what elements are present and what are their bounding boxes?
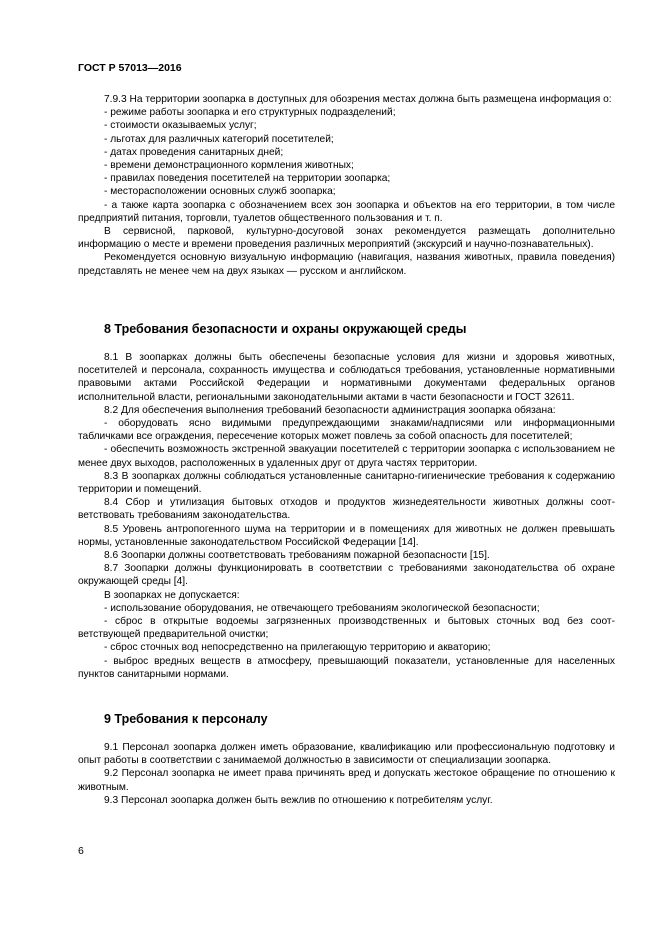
section-8-title: 8 Требования безопасности и охраны окружающей среды (104, 322, 467, 336)
section-9-title: 9 Требования к персоналу (104, 712, 268, 726)
paragraph: В зоопарках не допускается: (104, 589, 240, 601)
paragraph: 8.7 Зоопарки должны функционировать в соответствии с требованиями законодательства об охране окружающей среды [4]. (78, 563, 615, 588)
paragraph: В сервисной, парковой, культурно-досуговой зонах рекомендуется размещать дополнительно информацию о месте и времени проведения различных мероприятий (экскурсий и научно-познавательных). (78, 226, 615, 251)
list-item: - стоимости оказываемых услуг; (104, 120, 257, 132)
list-item: - льготах для различных категорий посетителей; (104, 133, 334, 145)
paragraph: 9.3 Персонал зоопарка должен быть вежлив по отношению к потребителям услуг. (104, 794, 493, 806)
paragraph: 8.2 Для обеспечения выполнения требований безопасности администрация зоопарка обязана: (104, 404, 556, 416)
paragraph: 9.1 Персонал зоопарка должен иметь образование, квалификацию или профессиональную подготовку и опыт работы в соответствии с занимаемой должностью в зависимости от специализации зоопарка. (78, 742, 615, 767)
paragraph: 8.4 Сбор и утилизация бытовых отходов и продуктов жизнедеятельности животных должны соответствовать требованиям законодательства. (78, 497, 615, 522)
list-item: - месторасположении основных служб зоопарка; (104, 186, 336, 198)
section-9 (78, 711, 615, 807)
list-item: - использование оборудования, не отвечающего требованиям экологической безопасности; (104, 602, 540, 614)
paragraph: 8.5 Уровень антропогенного шума на территории и в помещениях для животных не должен превышать нормы, установленные законодательством Российской Федерации [14]. (78, 523, 615, 548)
paragraph: 8.1 В зоопарках должны быть обеспечены безопасные условия для жизни и здоровья животных, посетителей и персонала, сохранность имущества и соблюдаться требования, установленные нормативными правовыми актами Российской Федерации и нормативными документами федеральных органов исполнительной власти, региональными законодательными актами в части безопасности и ГОСТ 32611. (78, 352, 615, 403)
list-item: - времени демонстрационного кормления животных; (104, 160, 354, 172)
paragraph: 7.9.3 На территории зоопарка в доступных для обозрения местах должна быть размещена информация о: (104, 94, 612, 105)
list-item: - датах проведения санитарных дней; (104, 146, 284, 158)
paragraph: 8.3 В зоопарках должны соблюдаться установленные санитарно-гигиенические требования к содержанию территории и помещений. (78, 470, 615, 496)
list-item: - выброс вредных веществ в атмосферу, превышающий показатели, установленные для населенных пунктов санитарными нормами. (78, 655, 615, 680)
list-item: - сброс сточных вод непосредственно на прилегающую территорию и акваторию; (104, 642, 491, 654)
list-item: - режиме работы зоопарка и его структурных подразделений; (104, 107, 396, 119)
document-header: ГОСТ Р 57013—2016 (78, 62, 182, 74)
list-item: - оборудовать ясно видимыми предупреждающими знаками/надписями или информационными табличками все ограждения, пересечение которых может повлечь за собой опасность для посетителей; (78, 418, 615, 443)
section-8 (78, 321, 615, 681)
list-item: - обеспечить возможность экстренной эвакуации посетителей с территории зоопарка с использованием не менее двух выходов, расположенных в удаленных друг от друга частях территории. (78, 444, 615, 469)
paragraph: Рекомендуется основную визуальную информацию (навигация, названия животных, правила поведения) представлять не менее чем на двух языках — русском и английском. (78, 252, 615, 277)
clause-7-9-3 (78, 93, 615, 278)
list-item: - сброс в открытые водоемы загрязненных производственных и бытовых сточных вод без соответствующей предварительной очистки; (78, 616, 615, 641)
page-number: 6 (78, 845, 84, 857)
list-item: - правилах поведения посетителей на территории зоопарка; (104, 173, 391, 185)
paragraph: 8.6 Зоопарки должны соответствовать требованиям пожарной безопасности [15]. (104, 550, 490, 562)
paragraph: 9.2 Персонал зоопарка не имеет права причинять вред и допускать жестокое обращение по отношению к животным. (78, 768, 615, 793)
list-item: - а также карта зоопарка с обозначением всех зон зоопарка и объектов на его территории, в том числе предприятий питания, торговли, туалетов общественного пользования и т. п. (78, 199, 615, 224)
